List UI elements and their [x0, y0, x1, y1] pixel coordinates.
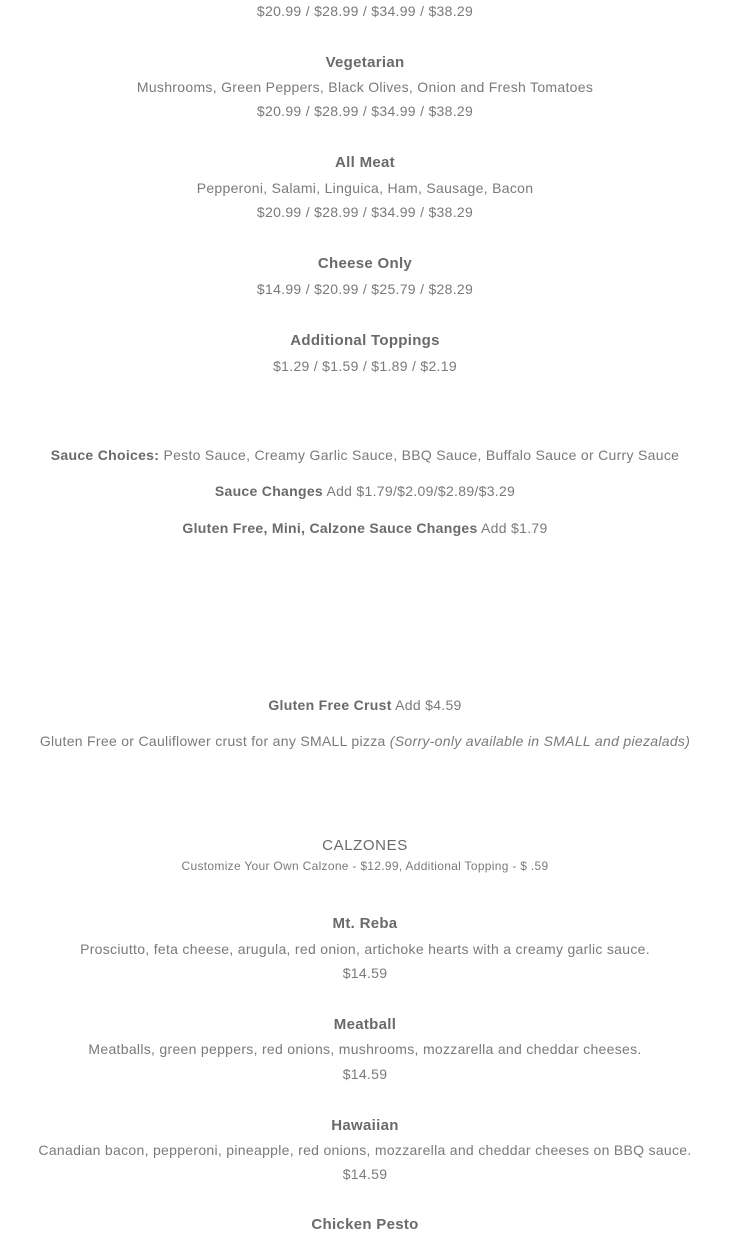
- calzone-title: Mt. Reba: [332, 915, 398, 932]
- gluten-free-crust-price: Add $4.59: [395, 697, 462, 713]
- calzone-description: Prosciutto, feta cheese, arugula, red onion, artichoke hearts with a creamy garlic sauce.: [80, 941, 650, 957]
- gluten-free-description-line: [0, 731, 730, 751]
- all-meat-description: Pepperoni, Salami, Linguica, Ham, Sausage, Bacon: [196, 180, 534, 196]
- additional-toppings-title: Additional Toppings: [290, 332, 440, 349]
- calzone-price: $14.59: [342, 1166, 388, 1182]
- calzones-subheading: Customize Your Own Calzone - $12.99, Additional Topping - $ .59: [181, 859, 549, 873]
- additional-toppings-price: $1.29 / $1.59 / $1.89 / $2.19: [273, 358, 457, 374]
- gf-sauce-changes-line: [0, 518, 730, 538]
- calzones-heading: CALZONES: [322, 837, 408, 854]
- sauce-changes-line: [0, 481, 730, 501]
- gluten-free-crust-label: Gluten Free Crust: [268, 697, 392, 713]
- vegetarian-price: $20.99 / $28.99 / $34.99 / $38.29: [256, 103, 474, 119]
- sauce-choices-label: Sauce Choices:: [50, 447, 160, 463]
- gluten-free-crust-line: [0, 695, 730, 715]
- pizza-price-line: $20.99 / $28.99 / $34.99 / $38.29: [256, 3, 474, 19]
- gf-sauce-changes-label: Gluten Free, Mini, Calzone Sauce Changes: [182, 520, 478, 536]
- gluten-free-description: Gluten Free or Cauliflower crust for any SMALL pizza: [39, 733, 386, 749]
- sauce-changes-label: Sauce Changes: [214, 483, 324, 499]
- sauce-changes-text: Add $1.79/$2.09/$2.89/$3.29: [326, 483, 516, 499]
- gf-sauce-changes-text: Add $1.79: [481, 520, 548, 536]
- cheese-only-title: Cheese Only: [317, 255, 413, 272]
- calzone-price: $14.59: [342, 965, 388, 981]
- calzone-title: Chicken Pesto: [311, 1216, 419, 1233]
- sauce-choices-line: [0, 445, 730, 465]
- calzone-description: Canadian bacon, pepperoni, pineapple, red onions, mozzarella and cheddar cheeses on BBQ sauce.: [38, 1142, 692, 1158]
- sauce-choices-text: Pesto Sauce, Creamy Garlic Sauce, BBQ Sauce, Buffalo Sauce or Curry Sauce: [163, 447, 680, 463]
- calzone-title: Meatball: [333, 1016, 397, 1033]
- vegetarian-description: Mushrooms, Green Peppers, Black Olives, Onion and Fresh Tomatoes: [136, 79, 594, 95]
- calzone-price: $14.59: [342, 1066, 388, 1082]
- all-meat-title: All Meat: [335, 154, 395, 171]
- calzone-title: Hawaiian: [331, 1117, 399, 1134]
- vegetarian-title: Vegetarian: [325, 54, 405, 71]
- gluten-free-note: (Sorry-only available in SMALL and piezalads): [389, 733, 691, 749]
- all-meat-price: $20.99 / $28.99 / $34.99 / $38.29: [256, 204, 474, 220]
- calzone-description: Meatballs, green peppers, red onions, mushrooms, mozzarella and cheddar cheeses.: [88, 1041, 642, 1057]
- cheese-only-price: $14.99 / $20.99 / $25.79 / $28.29: [256, 281, 474, 297]
